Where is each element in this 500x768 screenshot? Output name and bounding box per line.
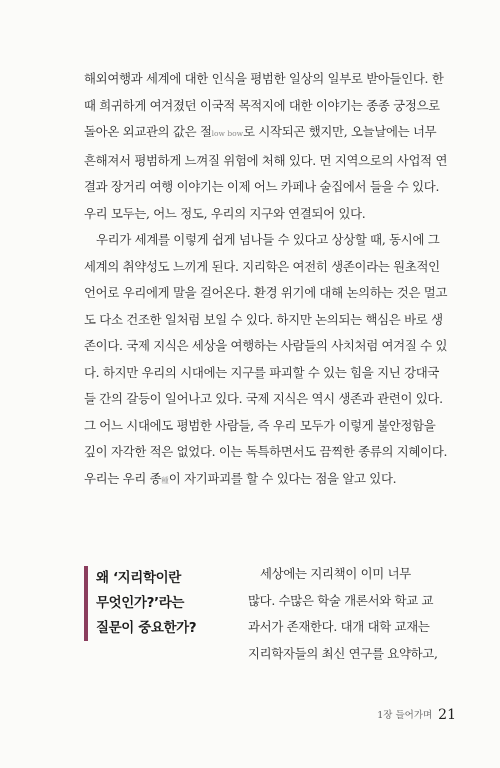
body-line: 해외여행과 세계에 대한 인식을 평범한 일상의 일부로 받아들인다. 한 (84, 71, 444, 86)
body-line: 들 간의 갈등이 일어나고 있다. 국제 지식은 역시 생존과 관련이 있다. (84, 391, 443, 406)
body-line: 다. 하지만 우리의 시대에는 지구를 파괴할 수 있는 힘을 지닌 강대국 (84, 364, 440, 380)
body-line-part: 로 시작되곤 했지만, 오늘날에는 너무 (243, 124, 437, 139)
body-line-part: 우리는 우리 종 (84, 470, 162, 486)
chapter-label: 1장 들어가며 (377, 710, 433, 721)
body-line: 존이다. 국제 지식은 세상을 여행하는 사람들의 사치처럼 여겨질 수 있 (84, 338, 448, 353)
body-line: 언어로 우리에게 말을 걸어온다. 환경 위기에 대해 논의하는 것은 멀고 (84, 285, 448, 300)
body-line (84, 466, 456, 495)
body-line-part: 이 자기파괴를 할 수 있다는 점을 알고 있다. (168, 470, 397, 486)
body-line: 흔해져서 평범하게 느껴질 위험에 처해 있다. 먼 지역으로의 사업적 연 (84, 152, 448, 168)
section-line: 많다. 수많은 학술 개론서와 학교 교 (248, 592, 434, 608)
main-body-text (84, 66, 456, 494)
page-number: 21 (438, 707, 456, 723)
body-line: 그 어느 시대에도 평범한 사람들, 즉 우리 모두가 이렇게 불안정함을 (84, 417, 436, 433)
heading-line: 왜 ‘지리학이란 (96, 570, 181, 586)
heading-line: 질문이 중요한가? (96, 620, 197, 636)
gloss-species: 種 (161, 475, 169, 485)
section-line: 세상에는 지리책이 이미 너무 (260, 566, 411, 581)
section-heading (84, 566, 236, 641)
body-line: 세계의 취약성도 느끼게 된다. 지리학은 여전히 생존이라는 원초적인 (84, 258, 440, 274)
section-line: 과서가 존재한다. 대개 대학 교재는 (248, 619, 430, 634)
heading-line: 무엇인가?’라는 (96, 595, 185, 611)
section-body-text (248, 561, 456, 667)
body-line: 도 다소 건조한 일처럼 보일 수 있다. 하지만 논의되는 핵심은 바로 생 (84, 311, 443, 327)
body-line-part: 돌아온 외교관의 값은 절 (84, 124, 212, 139)
gloss-low-bow: low bow (211, 129, 244, 138)
body-line (84, 119, 456, 148)
section-line: 지리학자들의 최신 연구를 요약하고, (248, 645, 438, 661)
body-line: 결과 장거리 여행 이야기는 이제 어느 카페나 술집에서 들을 수 있다. (84, 179, 440, 194)
body-line: 우리 모두는, 어느 정도, 우리의 지구와 연결되어 있다. (84, 205, 366, 221)
body-line: 우리가 세계를 이렇게 쉽게 넘나들 수 있다고 상상할 때, 동시에 그 (96, 232, 440, 247)
body-line: 깊이 자각한 적은 없었다. 이는 독특하면서도 끔찍한 종류의 지혜이다. (84, 444, 448, 459)
body-line: 때 희귀하게 여겨졌던 이국적 목적지에 대한 이야기는 종종 궁정으로 (84, 97, 440, 113)
page-footer (377, 707, 456, 723)
